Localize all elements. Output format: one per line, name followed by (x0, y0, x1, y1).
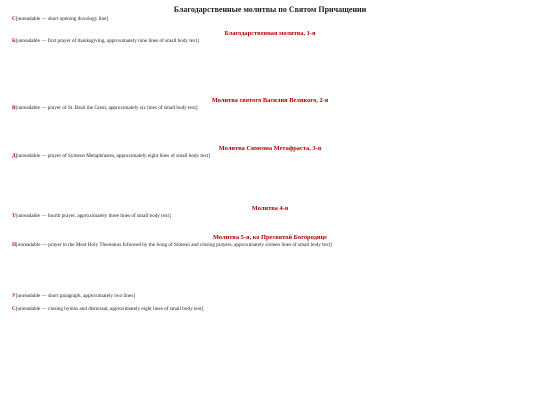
paragraph-text: [unreadable — prayer to the Most Holy Theotokos followed by the Song of Simeon and closing prayers, approximately sixteen lines of small body text] (16, 241, 332, 248)
drop-initial: У (12, 293, 16, 299)
paragraph-prayer-2 (12, 105, 528, 144)
paragraph-text: [unreadable — closing hymns and dismissal, approximately eight lines of small body text] (15, 306, 204, 312)
paragraph-short (12, 293, 528, 306)
paragraph-prayer-5 (12, 242, 528, 294)
section-heading-5: Молитва 5-я, ко Пресвятой Богородице (212, 233, 328, 241)
section-heading-1: Благодарственная молитва, 1-я (224, 30, 316, 37)
paragraph-prayer-1 (12, 38, 528, 96)
section-heading-2: Молитва святого Василия Великого, 2-я (211, 97, 329, 104)
paragraph-text: [unreadable — fourth prayer, approximately three lines of small body text] (15, 213, 171, 219)
paragraph-text: [unreadable — short opening doxology line] (15, 16, 109, 22)
paragraph-prayer-4 (12, 213, 528, 233)
drop-initial: С (12, 306, 16, 312)
paragraph-prayer-3 (12, 153, 528, 205)
drop-initial: Б (12, 38, 16, 44)
section-heading-4: Молитва 4-я (251, 205, 289, 212)
drop-initial: П (12, 241, 17, 248)
paragraph-text: [unreadable — prayer of St. Basil the Great, approximately six lines of small body text] (15, 105, 198, 111)
drop-initial: В (12, 105, 16, 111)
section-heading-3: Молитва Симеона Метафраста, 3-я (218, 144, 322, 152)
paragraph-text: [unreadable — prayer of Symeon Metaphrastes, approximately eight lines of small body text] (15, 152, 210, 159)
paragraph-closing (12, 306, 528, 338)
drop-initial: Т (12, 213, 16, 219)
paragraph-opening (12, 16, 528, 29)
paragraph-text: [unreadable — first prayer of thanksgiving, approximately nine lines of small body text] (15, 38, 199, 44)
drop-initial: С (12, 16, 16, 22)
drop-initial: Д (12, 152, 16, 159)
document-title: Благодарственные молитвы по Святом Причащении (173, 5, 367, 14)
paragraph-text: [unreadable — short paragraph, approximately two lines] (15, 293, 135, 299)
